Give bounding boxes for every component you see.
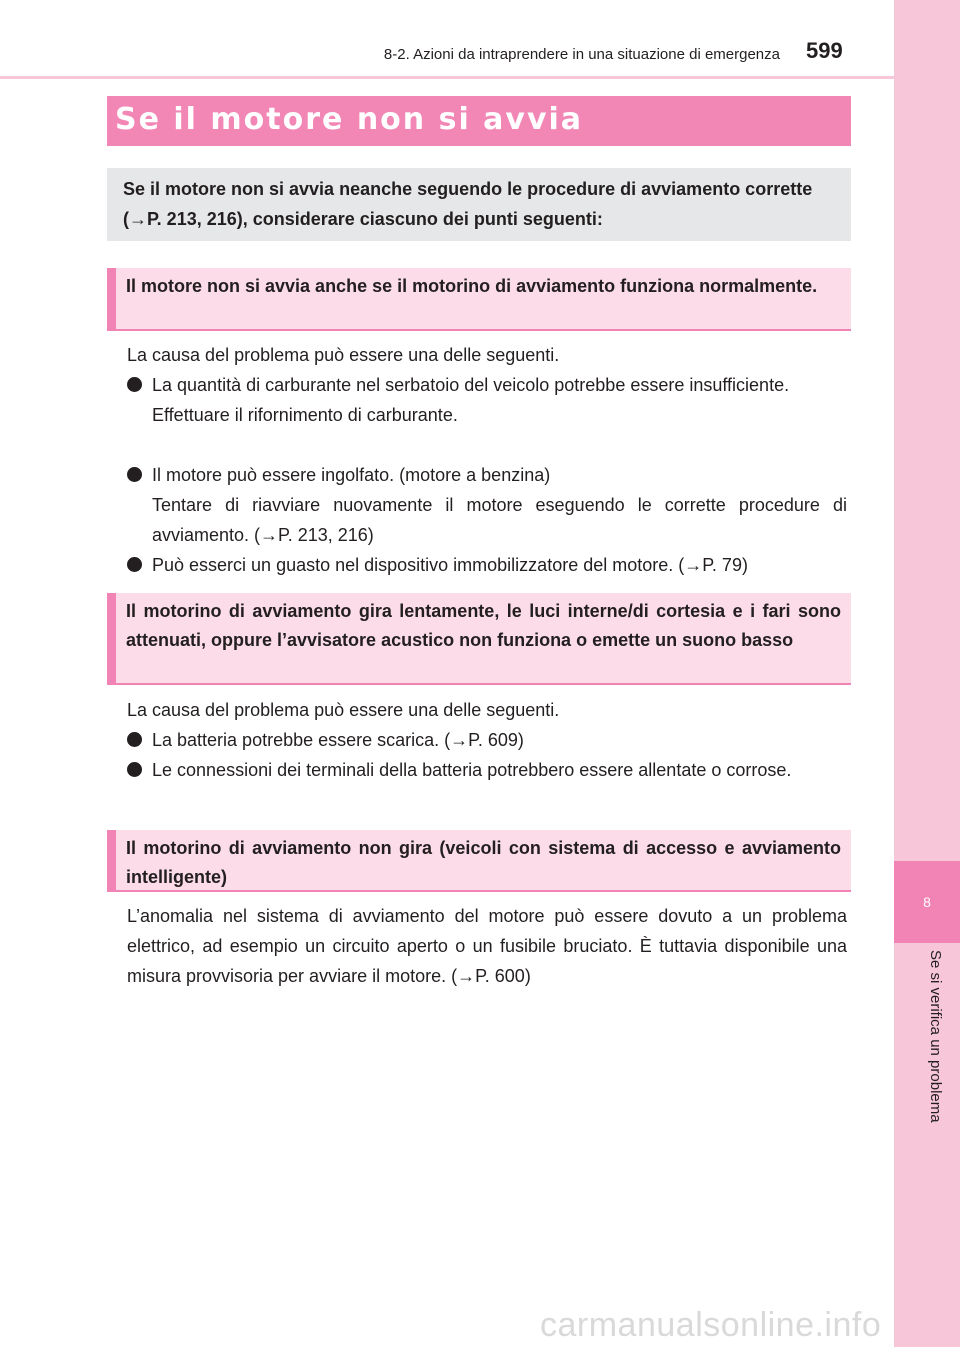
section-heading-1: Il motore non si avvia anche se il motorino di avviamento funziona normalmente. (107, 268, 851, 331)
bullet-icon (127, 762, 142, 777)
bullet-icon (127, 732, 142, 747)
bullet-text: Il motore può essere ingolfato. (motore a benzina) Tentare di riavviare nuovamente il motore eseguendo le corrette procedure di avviamento. (→P. 213, 216) (152, 465, 847, 545)
section-3-lead: L’anomalia nel sistema di avviamento del motore può essere dovuto a un problema elettrico, ad esempio un circuito aperto o un fusibile bruciato. È tuttavia disponibile una misura provvisoria per avviare il motore. (→P. 600) (127, 906, 847, 986)
bullet-icon (127, 377, 142, 392)
bullet-text: Le connessioni dei terminali della batteria potrebbero essere allentate o corrose. (152, 760, 792, 780)
running-head: 8-2. Azioni da intraprendere in una situazione di emergenza (383, 46, 780, 63)
bullet-text: La batteria potrebbe essere scarica. (→P. 609) (152, 730, 524, 750)
intro-box: Se il motore non si avvia neanche seguendo le procedure di avviamento corrette (→P. 213, 216), considerare ciascuno dei punti seguenti: (107, 168, 851, 241)
bullet-text: Può esserci un guasto nel dispositivo immobilizzatore del motore. (→P. 79) (152, 555, 748, 575)
section-2-bullet-2 (127, 755, 847, 785)
page-title: Se il motore non si avvia (115, 102, 584, 137)
bullet-icon (127, 467, 142, 482)
watermark: carmanualsonline.info (540, 1306, 882, 1344)
section-2-lead: La causa del problema può essere una delle seguenti. (127, 700, 560, 720)
page-number: 599 (806, 38, 843, 63)
bullet-icon (127, 557, 142, 572)
chapter-number: 8 (923, 894, 931, 910)
section-1-bullet-1 (127, 370, 847, 430)
section-heading-3: Il motorino di avviamento non gira (veicoli con sistema di accesso e avviamento intelligente) (107, 830, 851, 892)
header-divider (0, 76, 894, 79)
section-1-bullet-3 (127, 550, 847, 580)
bullet-text: La quantità di carburante nel serbatoio del veicolo potrebbe essere insufficiente. Effettuare il rifornimento di carburante. (152, 375, 790, 425)
side-tab-strip (894, 0, 960, 1347)
chapter-label: Se si verifica un problema (927, 950, 944, 1123)
page-title-bar (107, 96, 851, 146)
section-1-bullet-2 (127, 460, 847, 550)
section-heading-2: Il motorino di avviamento gira lentamente, le luci interne/di cortesia e i fari sono attenuati, oppure l’avvisatore acustico non funziona o emette un suono basso (107, 593, 851, 685)
chapter-tab[interactable] (894, 861, 960, 943)
section-2-bullet-1 (127, 725, 847, 755)
section-1-lead: La causa del problema può essere una delle seguenti. (127, 345, 560, 365)
